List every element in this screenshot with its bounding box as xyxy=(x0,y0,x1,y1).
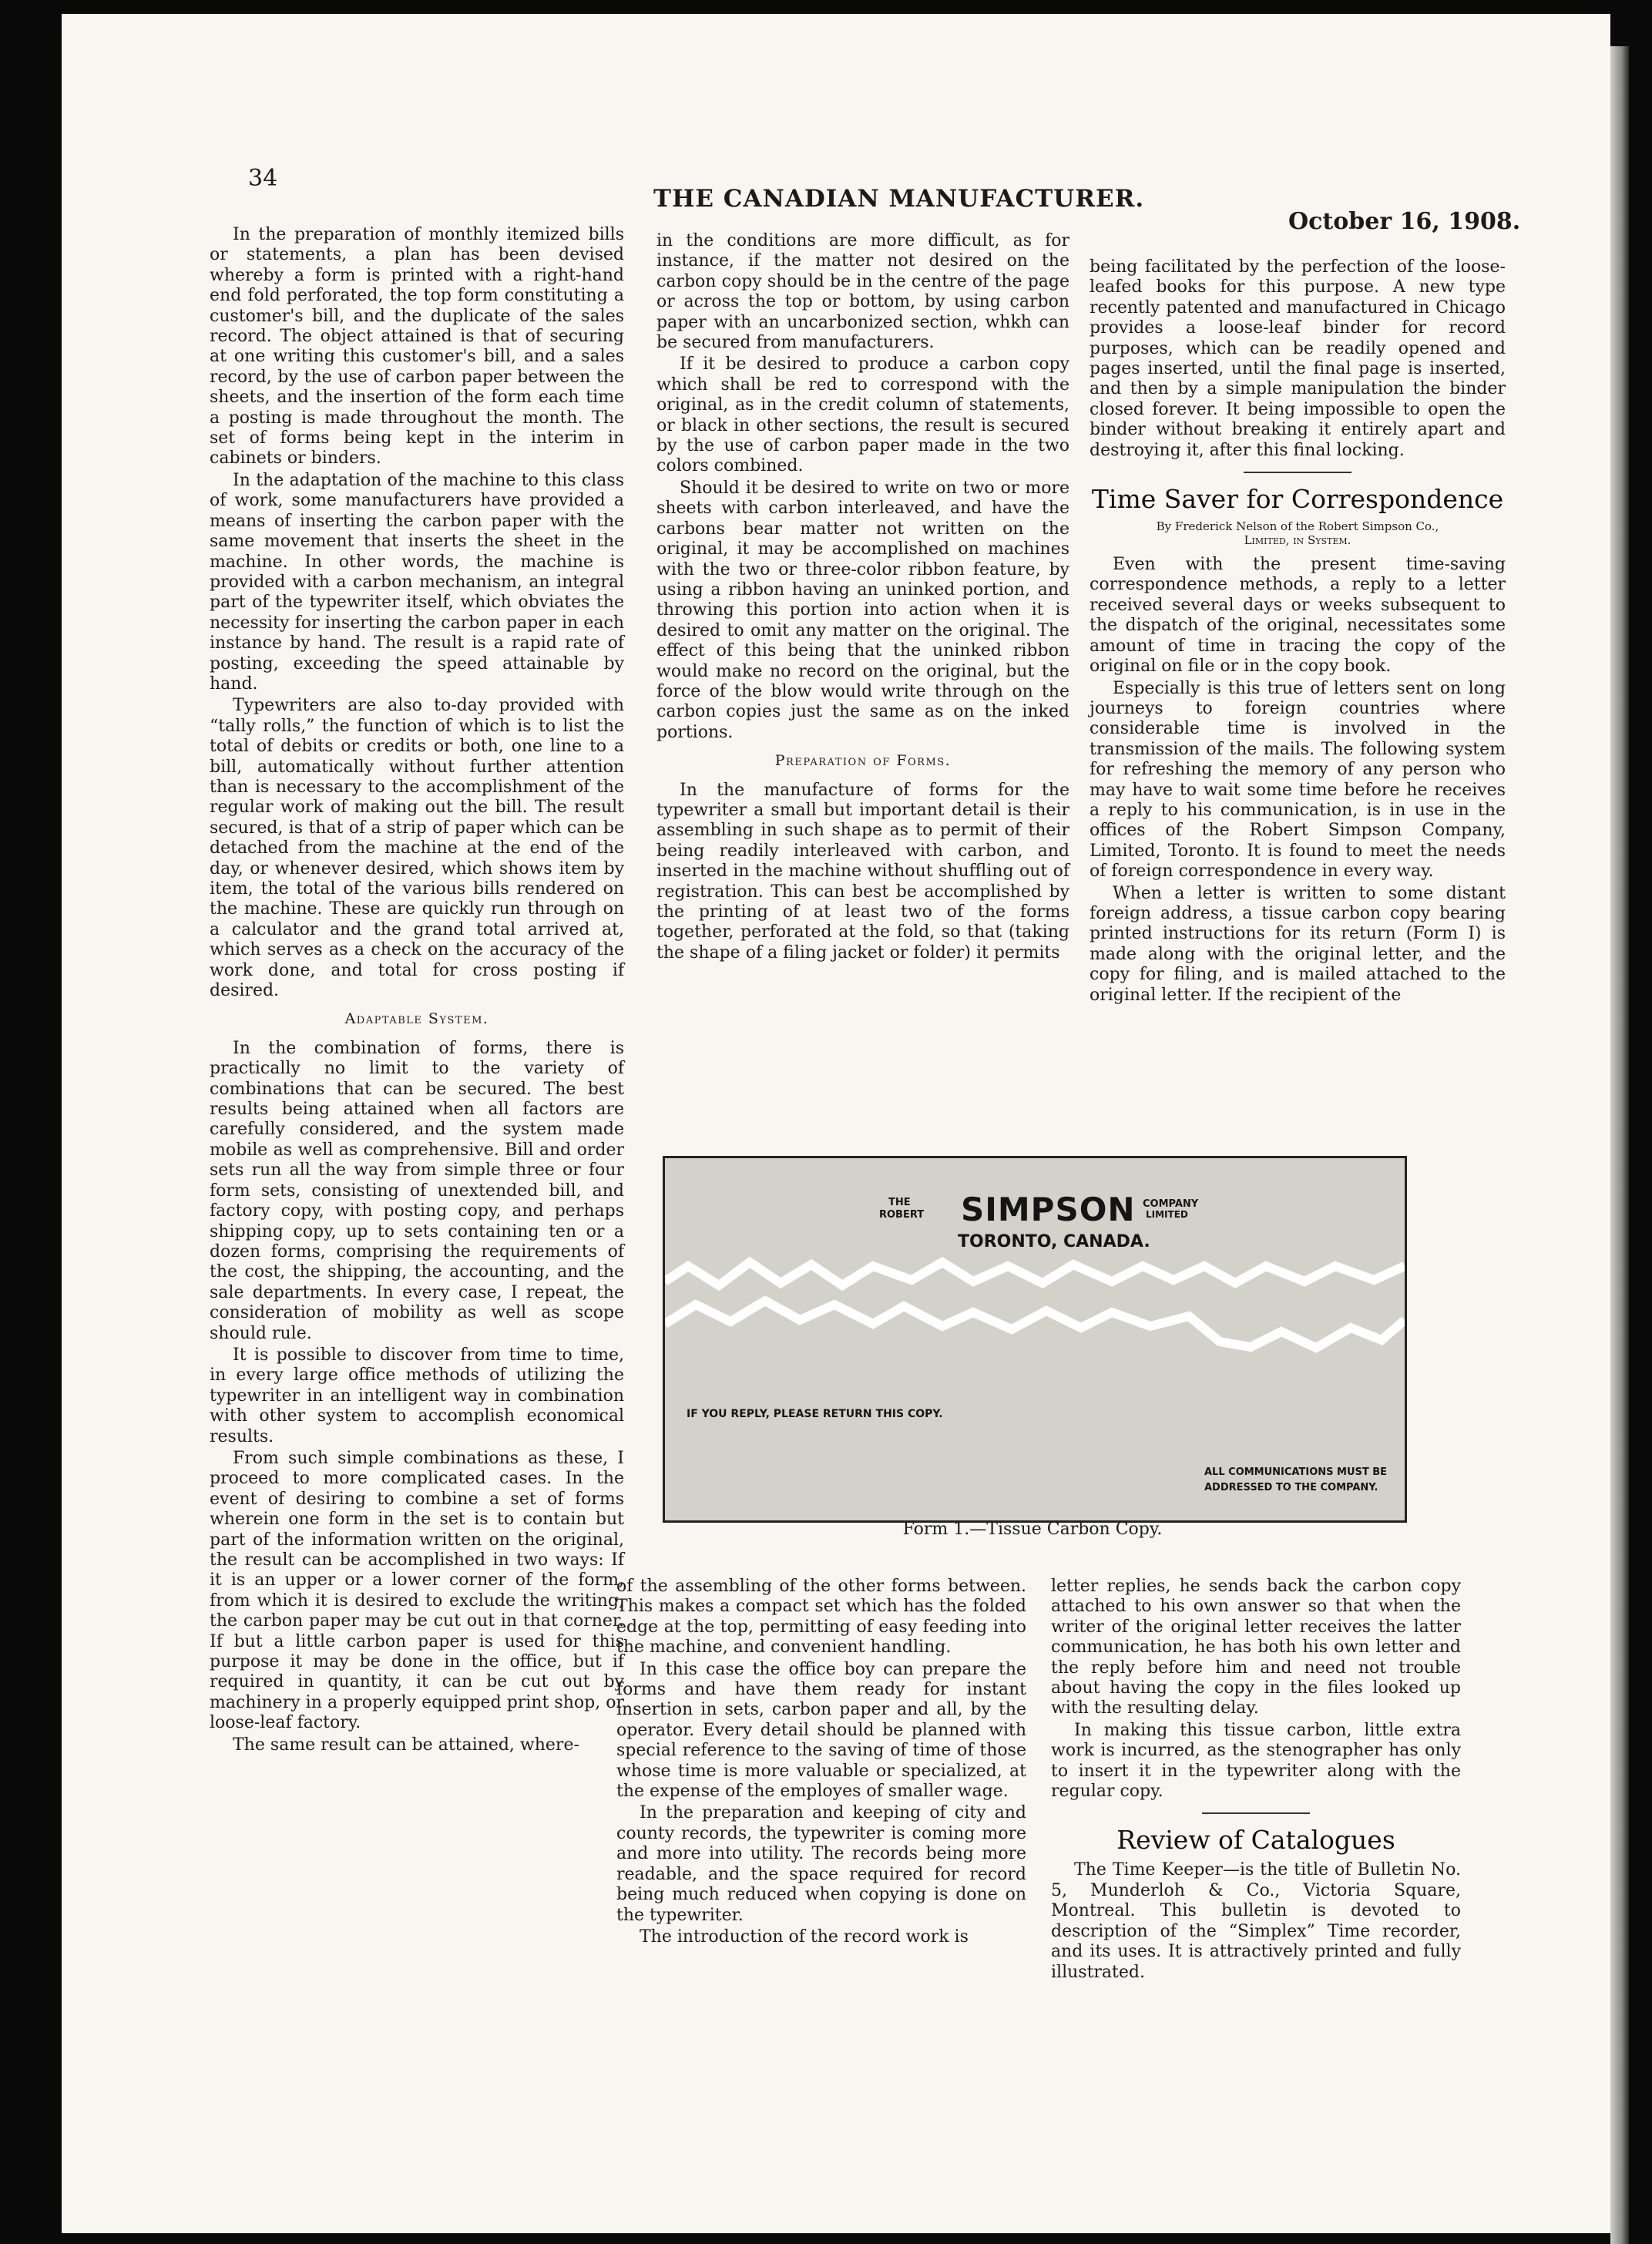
paragraph: Typewriters are also to-day provided with “tally rolls,” the function of which is to list the total of debits or credits or both, one line to a bill, automatically without further attention than is necessary to the accomplishment of the regular work of making out the bill. The result secured, is that of a strip of paper which can be detached from the machine at the end of the day, or whenever desired, which shows item by item, the total of the various bills rendered on the machine. These are quickly run through on a calculator and the grand total arrived at, which serves as a check on the accuracy of the work done, and total for cross posting if desired. xyxy=(210,696,624,1001)
form-address-note-1: ALL COMMUNICATIONS MUST BE xyxy=(1204,1466,1388,1478)
paragraph: From such simple combinations as these, I proceed to more complicated cases. In the event of desiring to combine a set of forms wherein one form in the set is to contain but part of the information written on the original, the result can be accomplished in two ways: If it is an upper or a lower corner of the form, from which it is desired to exclude the writing, the carbon paper may be cut out in that corner. If but a little carbon paper is used for this purpose it may be done in the office, but if required in quantity, it can be cut out by machinery in a properly equipped print shop, or loose-leaf factory. xyxy=(210,1448,624,1733)
form-reply-note: IF YOU REPLY, PLEASE RETURN THIS COPY. xyxy=(687,1408,943,1420)
paragraph: The introduction of the record work is xyxy=(640,1927,969,1947)
form-city: TORONTO, CANADA. xyxy=(958,1232,1150,1251)
paragraph: It is possible to discover from time to time, in every large office methods of utilizing the typewriter in an intelligent way in combination with other system to accomplish economical results. xyxy=(210,1345,624,1446)
paragraph: The Time Keeper—is the title of Bulletin No. 5, Munderloh & Co., Victoria Square, Montreal. This bulletin is devoted to description of the “Simplex” Time recorder, and its uses. It is attractively printed and fully illustrated. xyxy=(1051,1860,1461,1982)
form-the-label: THE xyxy=(888,1197,911,1208)
paragraph: If it be desired to produce a carbon copy which shall be red to correspond with the original, as in the credit column of statements, or black in other sections, the result is secured by the use of carbon paper made in the two colors combined. xyxy=(656,354,1069,476)
paragraph: In the preparation and keeping of city and county records, the typewriter is coming more and more into utility. The records being more readable, and the space required for record being much reduced when copying is done on the typewriter. xyxy=(616,1803,1026,1925)
paragraph: Should it be desired to write on two or more sheets with carbon interleaved, and have the carbons bear matter not written on the original, it may be accomplished on machines with the two or three-color ribbon feature, by using a ribbon having an uninked portion, and throwing this portion into action when it is desired to omit any matter on the original. The effect of this being that the uninked ribbon would make no record on the original, but the force of the blow would write through on the carbon copies just the same as on the inked portions. xyxy=(656,478,1069,742)
column-3-bottom xyxy=(1051,1577,1461,1983)
paragraph: In this case the office boy can prepare the forms and have them ready for instant insertion in sets, carbon paper and all, by the operator. Every detail should be planned with special reference to the saving of time of those whose time is more valuable or specialized, at the expense of the employes of smaller wage. xyxy=(616,1659,1026,1802)
paragraph: in the conditions are more difficult, as for instance, if the matter not desired on the carbon copy should be in the centre of the page or across the top or bottom, by using carbon paper with an uncarbonized section, whkh can be secured from manufacturers. xyxy=(656,231,1069,353)
paragraph: When a letter is written to some distant foreign address, a tissue carbon copy bearing printed instructions for its return (Form I) is made along with the original letter, and the copy for filing, and is mailed attached to the original letter. If the recipient of the xyxy=(1090,883,1506,1005)
form-address-note-2: ADDRESSED TO THE COMPANY. xyxy=(1204,1482,1378,1493)
paragraph: In the manufacture of forms for the typewriter a small but important detail is their assembling in such shape as to permit of their being readily interleaved with carbon, and inserted in the machine without shuffling out of registration. This can best be accomplished by the printing of at least two of the forms together, perforated at the fold, so that (taking the shape of a filing jacket or folder) it permits xyxy=(656,780,1069,962)
paragraph: being facilitated by the perfection of the loose-leafed books for this purpose. A new type recently patented and manufactured in Chicago provides a loose-leaf binder for record purposes, which can be readily opened and pages inserted, until the final page is inserted, and then by a simple manipulation the binder closed forever. It being impossible to open the binder without breaking it entirely apart and destroying it, after this final locking. xyxy=(1090,257,1506,460)
journal-title: THE CANADIAN MANUFACTURER. xyxy=(653,185,1145,213)
paragraph: The same result can be attained, where- xyxy=(233,1735,579,1755)
column-1 xyxy=(210,225,624,1755)
article-title-time-saver: Time Saver for Correspondence xyxy=(1091,484,1504,515)
subheading-adaptable-system: Adaptable System. xyxy=(344,1010,489,1028)
paragraph: letter replies, he sends back the carbon copy attached to his own answer so that when the writer of the original letter receives the latter communication, he has both his own letter and the reply before him and need not trouble about having the copy in the files looked up with the resulting delay. xyxy=(1051,1577,1461,1718)
form-company-label: COMPANY xyxy=(1143,1198,1199,1210)
form-illustration xyxy=(663,1156,1407,1523)
paragraph: Even with the present time-saving correspondence methods, a reply to a letter received several days or weeks subsequent to the dispatch of the original, necessitates some amount of time in tracing the copy of the original on file or in the copy book. xyxy=(1090,555,1506,677)
form-robert-label: ROBERT xyxy=(879,1209,925,1221)
form-caption: Form 1.—Tissue Carbon Copy. xyxy=(902,1520,1163,1539)
book-spine-edge xyxy=(1610,46,1629,2244)
paragraph: In the adaptation of the machine to this class of work, some manufacturers have provided a means of inserting the carbon paper with the same movement that inserts the sheet in the machine. In other words, the machine is provided with a carbon mechanism, an integral part of the typewriter itself, which obviates the necessity for inserting the carbon paper in each instance by hand. The result is a rapid rate of posting, exceeding the speed attainable by hand. xyxy=(210,470,624,694)
paragraph: Especially is this true of letters sent on long journeys to foreign countries where considerable time is involved in the transmission of the mails. The following system for refreshing the memory of any person who may have to wait some time before he receives a reply to his communication, is in use in the offices of the Robert Simpson Company, Limited, Toronto. It is found to meet the needs of foreign correspondence in every way. xyxy=(1090,678,1506,882)
form-company-name: SIMPSON xyxy=(961,1191,1136,1228)
byline-line-1: By Frederick Nelson of the Robert Simpson Co., xyxy=(1156,519,1439,534)
subheading-preparation-of-forms: Preparation of Forms. xyxy=(774,752,952,770)
paragraph: In the combination of forms, there is practically no limit to the variety of combinations that can be secured. The best results being attained when all factors are carefully considered, and the system made mobile as well as comprehensive. Bill and order sets run all the way from simple three or four form sets, consisting of unextended bill, and factory copy, with posting copy, and perhaps shipping copy, up to sets containing ten or a dozen forms, comprising the requirements of the cost, the shipping, the accounting, and the sale departments. In every case, I repeat, the consideration of mobility as well as scope should rule. xyxy=(210,1038,624,1343)
form-limited-label: LIMITED xyxy=(1146,1209,1188,1220)
column-2-bottom xyxy=(616,1577,1026,1947)
byline-line-2: Limited, in System. xyxy=(1244,533,1351,548)
divider-rule xyxy=(1202,1812,1310,1814)
paragraph: In making this tissue carbon, little extra work is incurred, as the stenographer has only to insert it in the typewriter along with the regular copy. xyxy=(1051,1720,1461,1802)
column-2-top xyxy=(656,231,1069,963)
paragraph: of the assembling of the other forms between. This makes a compact set which has the folded edge at the top, permitting of easy feeding into the machine, and convenient handling. xyxy=(616,1577,1026,1658)
issue-date: October 16, 1908. xyxy=(1288,208,1521,235)
divider-rule xyxy=(1244,472,1351,473)
article-title-review-of-catalogues: Review of Catalogues xyxy=(1116,1825,1395,1856)
paragraph: In the preparation of monthly itemized bills or statements, a plan has been devised whereby a form is printed with a right-hand end fold perforated, the top form constituting a customer's bill, and the duplicate of the sales record. The object attained is that of securing at one writing this customer's bill, and a sales record, by the use of carbon paper between the sheets, and the insertion of the form each time a posting is made throughout the month. The set of forms being kept in the interim in cabinets or binders. xyxy=(210,225,624,469)
page-number: 34 xyxy=(248,165,278,192)
column-3-top xyxy=(1090,257,1506,1006)
